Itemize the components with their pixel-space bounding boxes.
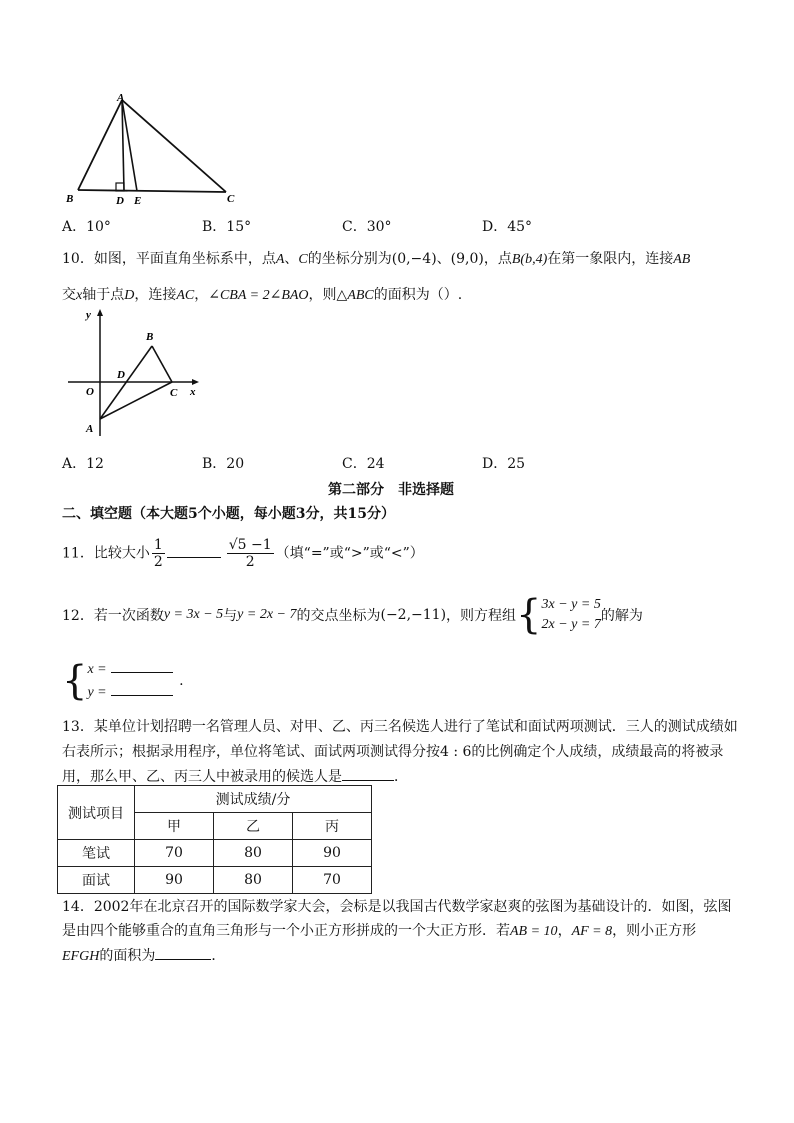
q14-text: 的面积为 bbox=[99, 948, 156, 964]
q10-coord-a: (0,−4) bbox=[391, 251, 437, 267]
q10-text: 的坐标分别为 bbox=[307, 251, 392, 267]
q10-option-a[interactable]: A．12 bbox=[62, 456, 104, 472]
q9-triangle-figure bbox=[62, 92, 242, 207]
q13-score-table bbox=[57, 785, 372, 894]
q10-axis-x: x bbox=[76, 288, 83, 303]
q10-text: 交 bbox=[62, 287, 76, 303]
q14-af: AF = 8 bbox=[571, 924, 613, 939]
table-candidate: 乙 bbox=[214, 813, 293, 840]
q12-end: . bbox=[179, 673, 184, 689]
table-cell: 90 bbox=[135, 867, 214, 894]
table-cell: 90 bbox=[293, 840, 372, 867]
table-row bbox=[58, 867, 372, 894]
q11-answer-blank[interactable] bbox=[167, 557, 221, 558]
q12-answer-y-blank[interactable] bbox=[111, 695, 173, 696]
q14-line3 bbox=[62, 945, 225, 965]
q12-line1 bbox=[62, 592, 643, 638]
q12-text: 的解为 bbox=[600, 608, 643, 624]
q13-line3 bbox=[62, 766, 408, 786]
q11-text: 11．比较大小 bbox=[62, 545, 150, 562]
q14-efgh: EFGH bbox=[62, 949, 100, 964]
q14-ab: AB = 10 bbox=[510, 924, 558, 939]
q10-text: 、 bbox=[284, 251, 299, 267]
q12-answer-x-blank[interactable] bbox=[111, 672, 173, 673]
q10-option-c[interactable]: C．24 bbox=[342, 456, 385, 472]
q10-label-o: O bbox=[86, 386, 94, 398]
q10-label-a: A bbox=[86, 423, 94, 435]
q10-line2 bbox=[62, 284, 462, 304]
q13-answer-blank[interactable] bbox=[342, 780, 394, 781]
q12-system bbox=[542, 595, 601, 635]
table-candidate: 丙 bbox=[293, 813, 372, 840]
q9-option-a[interactable]: A．10° bbox=[62, 219, 111, 235]
q10-point-b: B(b,4) bbox=[511, 252, 548, 267]
q10-line1 bbox=[62, 248, 690, 268]
q12-sys2: 2x − y = 7 bbox=[541, 617, 601, 632]
q12-sys1: 3x − y = 5 bbox=[541, 597, 601, 612]
q13-line1: 13．某单位计划招聘一名管理人员、对甲、乙、丙三名候选人进行了笔试和面试两项测试．三人的测试成绩如 bbox=[62, 719, 738, 735]
q14-line1: 14．2002年在北京召开的国际数学家大会，会标是以我国古代数学家赵爽的弦图为基础设计的．如图，弦图 bbox=[62, 899, 732, 915]
q10-coord-c: (9,0) bbox=[450, 251, 484, 267]
table-head-score: 测试成绩/分 bbox=[135, 786, 372, 813]
q11-fraction-half bbox=[152, 537, 165, 570]
q10-text: 、 bbox=[436, 251, 451, 267]
q13-text: 用，那么甲、乙、丙三人中被录用的候选人是 bbox=[62, 769, 342, 785]
q9-option-c[interactable]: C．30° bbox=[342, 219, 392, 235]
q12-brace: { bbox=[516, 592, 542, 638]
q11-frac1-den: 2 bbox=[153, 554, 163, 570]
q12-point: (−2,−11) bbox=[380, 607, 447, 623]
q11-frac1-num: 1 bbox=[153, 537, 163, 553]
q12-ans-x: x = bbox=[87, 662, 107, 677]
q10-triangle: △ABC bbox=[336, 288, 374, 303]
q10-text: ，则 bbox=[308, 287, 337, 303]
table-cell: 80 bbox=[214, 840, 293, 867]
table-row bbox=[58, 840, 372, 867]
q10-segment-ac: AC bbox=[176, 288, 195, 303]
q11-frac2-den: 2 bbox=[245, 554, 255, 570]
q14-text: ． bbox=[211, 948, 226, 964]
q10-text: 轴于点 bbox=[82, 287, 125, 303]
q12-text: 与 bbox=[223, 608, 238, 624]
q10-point-a: A bbox=[275, 252, 285, 267]
q14-text: 是由四个能够重合的直角三角形与一个小正方形拼成的一个大正方形．若 bbox=[62, 923, 510, 939]
q10-option-d[interactable]: D．25 bbox=[482, 456, 526, 472]
q12-eq2: y = 2x − 7 bbox=[237, 607, 297, 622]
q9-label-B: B bbox=[66, 193, 74, 205]
q11-frac2-num: √5 −1 bbox=[228, 537, 272, 553]
q13-line2: 右表所示；根据录用程序，单位将笔试、面试两项测试得分按4 : 6的比例确定个人成绩，成绩最高的将被录 bbox=[62, 744, 724, 760]
q9-label-E: E bbox=[134, 195, 142, 207]
q10-text: 的面积为（）. bbox=[373, 287, 463, 303]
q10-text: 在第一象限内，连接 bbox=[547, 251, 674, 267]
q14-text: ，则小正方形 bbox=[612, 923, 697, 939]
q14-text: ， bbox=[557, 923, 572, 939]
q9-label-D: D bbox=[116, 195, 124, 207]
q12-answer-y-row bbox=[87, 681, 173, 704]
table-head-item: 测试项目 bbox=[58, 786, 135, 840]
q10-text: ，点 bbox=[483, 251, 512, 267]
q12-text: 12．若一次函数 bbox=[62, 608, 164, 624]
q12-answer-brace: { bbox=[62, 658, 88, 704]
table-cell: 70 bbox=[293, 867, 372, 894]
q9-label-C: C bbox=[227, 193, 235, 205]
q11-hint: （填“=”或“>”或“<”） bbox=[275, 545, 424, 562]
q10-label-d: D bbox=[117, 369, 125, 381]
q10-label-x: x bbox=[190, 386, 196, 398]
table-cell: 70 bbox=[135, 840, 214, 867]
q10-point-c: C bbox=[298, 252, 308, 267]
part2-heading: 第二部分 非选择题 bbox=[328, 482, 454, 498]
q9-label-A: A bbox=[117, 92, 125, 104]
q10-coordinate-figure bbox=[62, 306, 212, 446]
table-cell: 80 bbox=[214, 867, 293, 894]
table-row-label: 面试 bbox=[58, 867, 135, 894]
q10-label-c: C bbox=[170, 387, 178, 399]
q10-option-b[interactable]: B．20 bbox=[202, 456, 245, 472]
q9-option-d[interactable]: D．45° bbox=[482, 219, 533, 235]
q12-ans-y: y = bbox=[87, 685, 107, 700]
q10-label-y: y bbox=[86, 309, 91, 321]
q11-line bbox=[62, 537, 424, 570]
q11-fraction-sqrt5 bbox=[227, 537, 274, 570]
q12-answer bbox=[62, 658, 184, 704]
table-row-label: 笔试 bbox=[58, 840, 135, 867]
q13-text: ． bbox=[394, 769, 408, 785]
q9-option-b[interactable]: B．15° bbox=[202, 219, 252, 235]
q12-text: 的交点坐标为 bbox=[296, 608, 381, 624]
q12-eq1: y = 3x − 5 bbox=[163, 607, 224, 622]
q10-text: 10．如图，平面直角坐标系中，点 bbox=[62, 251, 276, 267]
q10-text: ， bbox=[194, 287, 209, 303]
q10-point-d: D bbox=[124, 288, 135, 303]
q10-label-b: B bbox=[146, 331, 154, 343]
section2-heading: 二、填空题（本大题5个小题，每小题3分，共15分） bbox=[62, 506, 395, 522]
q12-text: ，则方程组 bbox=[446, 608, 517, 624]
q10-angle-relation: ∠CBA = 2∠BAO bbox=[208, 288, 309, 303]
table-candidate: 甲 bbox=[135, 813, 214, 840]
q10-text: ，连接 bbox=[134, 287, 177, 303]
q14-line2 bbox=[62, 920, 696, 940]
q12-answer-lines bbox=[87, 658, 173, 704]
q10-segment-ab: AB bbox=[673, 252, 691, 267]
q14-answer-blank[interactable] bbox=[155, 959, 211, 960]
q12-answer-x-row bbox=[87, 658, 173, 681]
